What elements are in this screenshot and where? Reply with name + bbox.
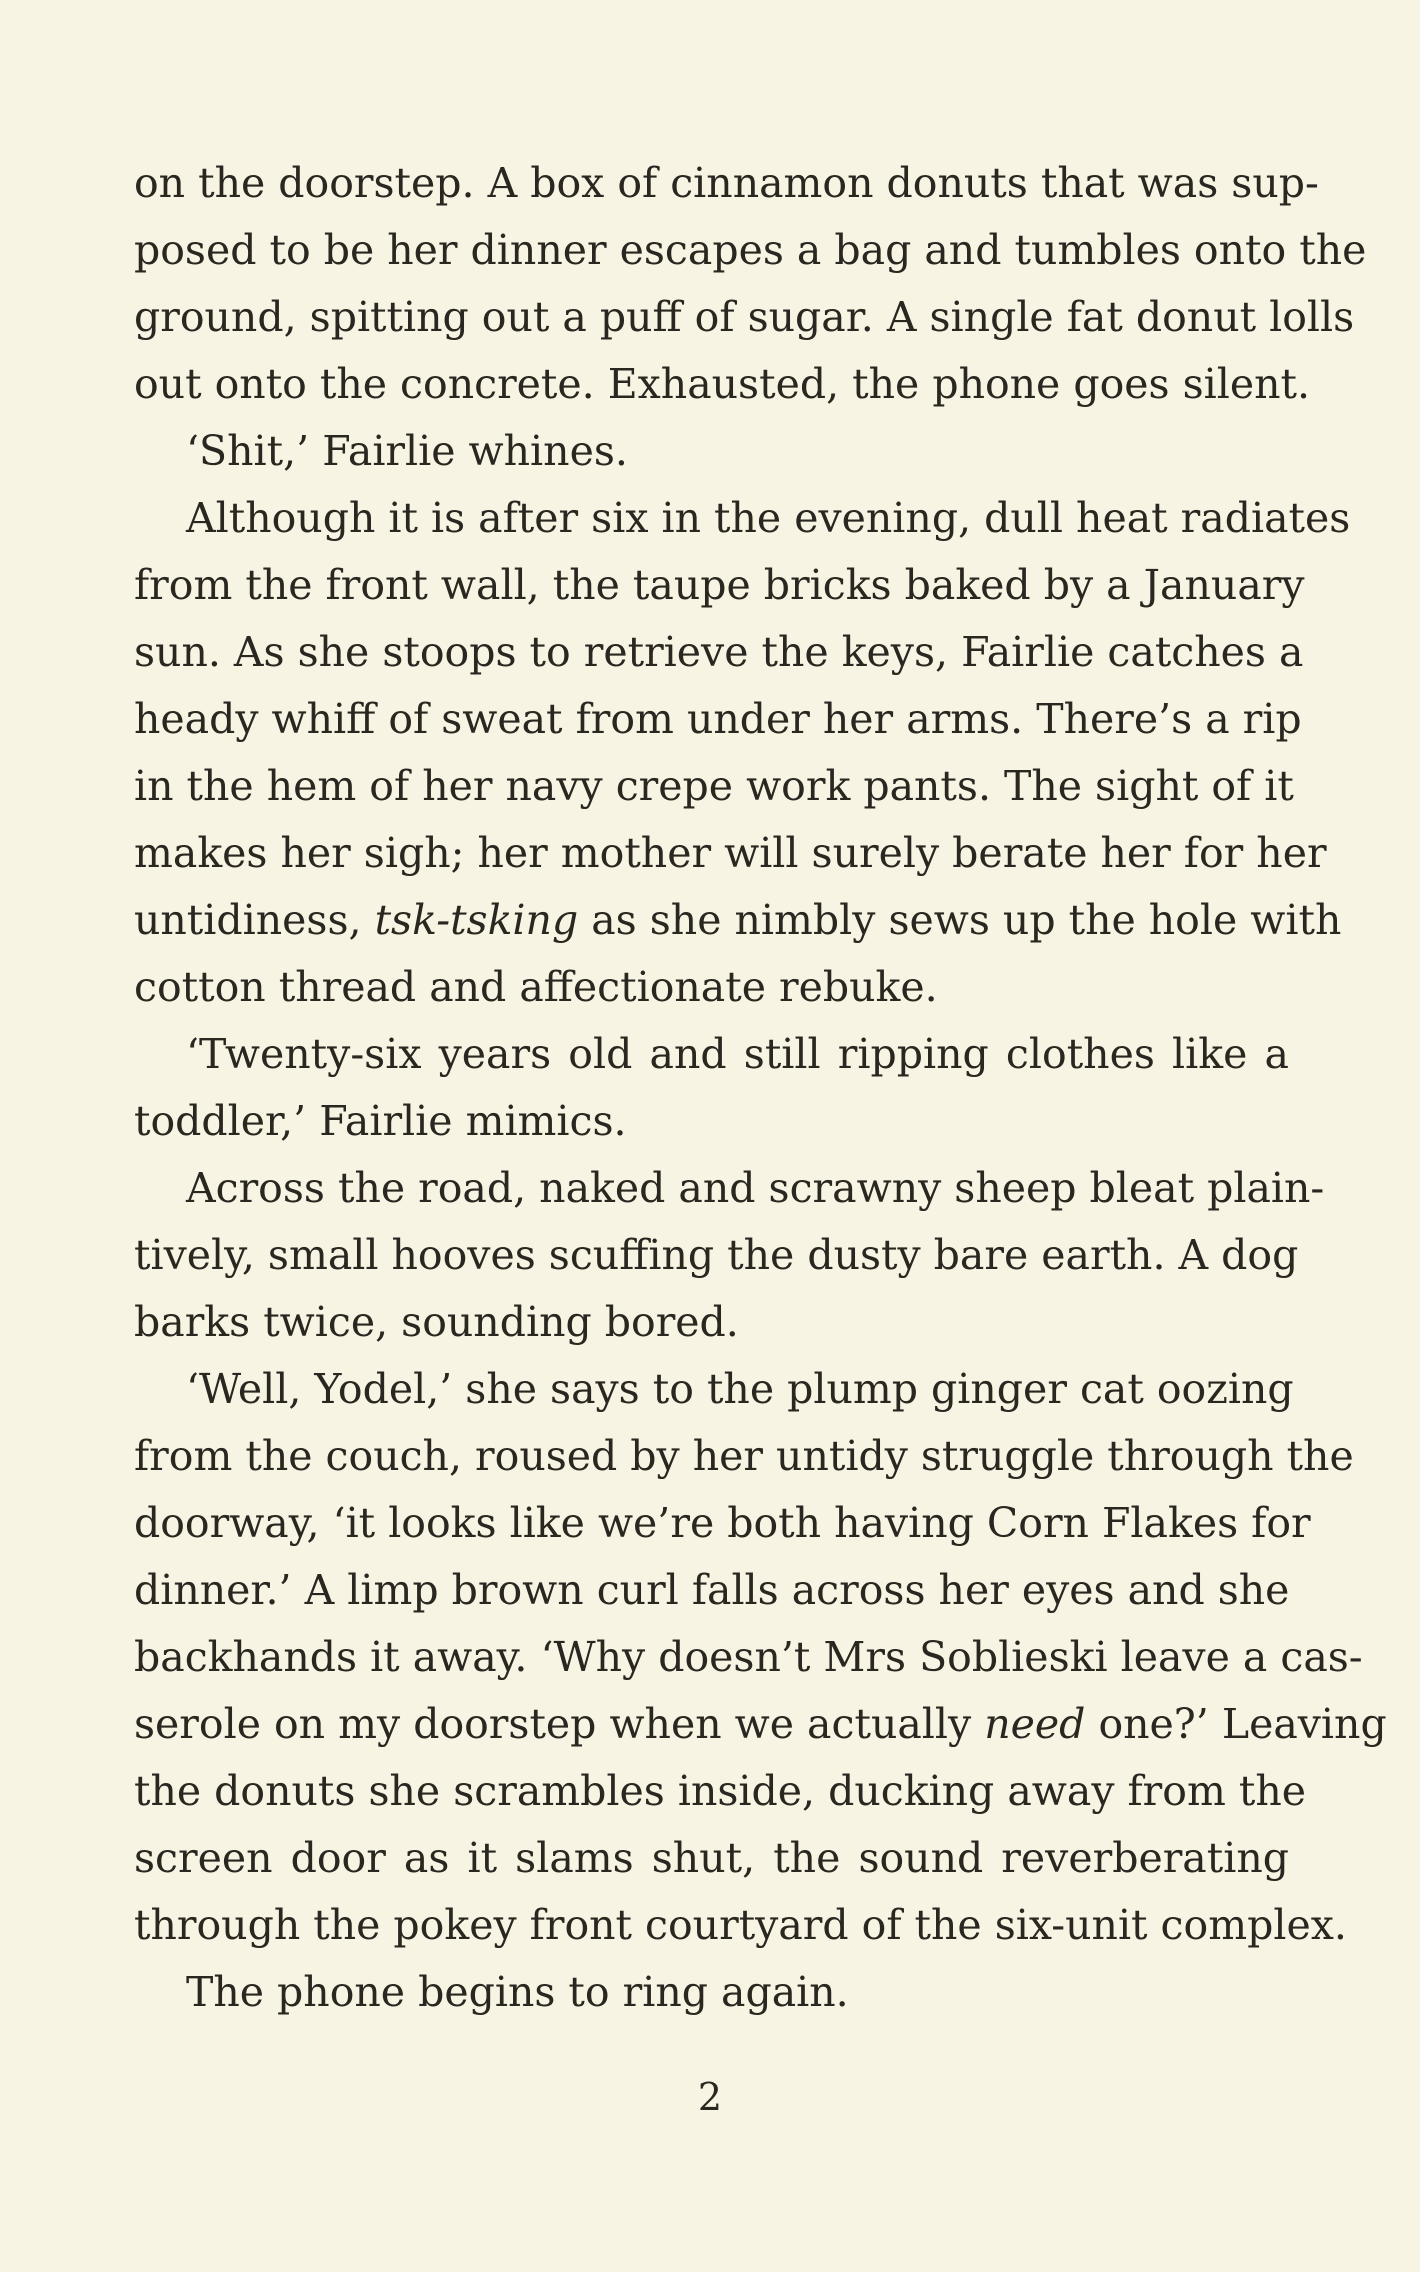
text-line: from the couch, roused by her untidy struggle through the bbox=[134, 1432, 1354, 1480]
text-line: on the doorstep. A box of cinnamon donuts that was sup- bbox=[134, 159, 1319, 207]
paragraph bbox=[134, 485, 1351, 1021]
paragraph bbox=[134, 1356, 1387, 1959]
paragraph bbox=[134, 1959, 1289, 2026]
text-line: doorway, ‘it looks like we’re both having Corn Flakes for bbox=[134, 1499, 1311, 1547]
text-line: toddler,’ Fairlie mimics. bbox=[134, 1097, 627, 1145]
italic-emphasis: need bbox=[984, 1700, 1086, 1748]
text-line: through the pokey front courtyard of the six-unit complex. bbox=[134, 1901, 1347, 1949]
body-text bbox=[134, 150, 1387, 2026]
text-segment: as she nimbly sews up the hole with bbox=[578, 896, 1342, 944]
text-line: makes her sigh; her mother will surely berate her for her bbox=[134, 829, 1327, 877]
text-line: Although it is after six in the evening, dull heat radiates bbox=[186, 494, 1351, 542]
paragraph bbox=[134, 1021, 1289, 1155]
text-line: ‘Shit,’ Fairlie whines. bbox=[186, 427, 628, 475]
paragraph bbox=[134, 418, 1289, 485]
text-line: ground, spitting out a puff of sugar. A single fat donut lolls bbox=[134, 293, 1355, 341]
text-line: barks twice, sounding bored. bbox=[134, 1298, 739, 1346]
text-line: from the front wall, the taupe bricks baked by a January bbox=[134, 561, 1305, 609]
page-number: 2 bbox=[697, 2075, 723, 2119]
text-line bbox=[134, 1691, 1387, 1758]
text-line: backhands it away. ‘Why doesn’t Mrs Soblieski leave a cas- bbox=[134, 1633, 1363, 1681]
text-line: cotton thread and affectionate rebuke. bbox=[134, 963, 938, 1011]
text-line: sun. As she stoops to retrieve the keys, Fairlie catches a bbox=[134, 628, 1304, 676]
text-line: ‘Twenty-six years old and still ripping clothes like a bbox=[186, 1030, 1289, 1078]
text-line: the donuts she scrambles inside, ducking away from the bbox=[134, 1767, 1307, 1815]
italic-emphasis: tsk-tsking bbox=[374, 896, 579, 944]
text-line: screen door as it slams shut, the sound reverberating bbox=[134, 1834, 1289, 1882]
text-line: out onto the concrete. Exhausted, the phone goes silent. bbox=[134, 360, 1311, 408]
text-line: dinner.’ A limp brown curl falls across her eyes and she bbox=[134, 1566, 1290, 1614]
paragraph bbox=[134, 1155, 1325, 1356]
text-line: heady whiff of sweat from under her arms. There’s a rip bbox=[134, 695, 1302, 743]
text-line: tively, small hooves scuffing the dusty bare earth. A dog bbox=[134, 1231, 1299, 1279]
text-segment: serole on my doorstep when we actually bbox=[134, 1700, 985, 1748]
text-line bbox=[134, 887, 1342, 954]
text-line: The phone begins to ring again. bbox=[186, 1968, 849, 2016]
paragraph bbox=[134, 150, 1367, 418]
text-line: Across the road, naked and scrawny sheep bleat plain- bbox=[186, 1164, 1325, 1212]
text-line: posed to be her dinner escapes a bag and tumbles onto the bbox=[134, 226, 1367, 274]
text-segment: untidiness, bbox=[134, 896, 375, 944]
text-line: ‘Well, Yodel,’ she says to the plump ginger cat oozing bbox=[186, 1365, 1294, 1413]
text-segment: one?’ Leaving bbox=[1085, 1700, 1387, 1748]
text-line: in the hem of her navy crepe work pants. The sight of it bbox=[134, 762, 1294, 810]
